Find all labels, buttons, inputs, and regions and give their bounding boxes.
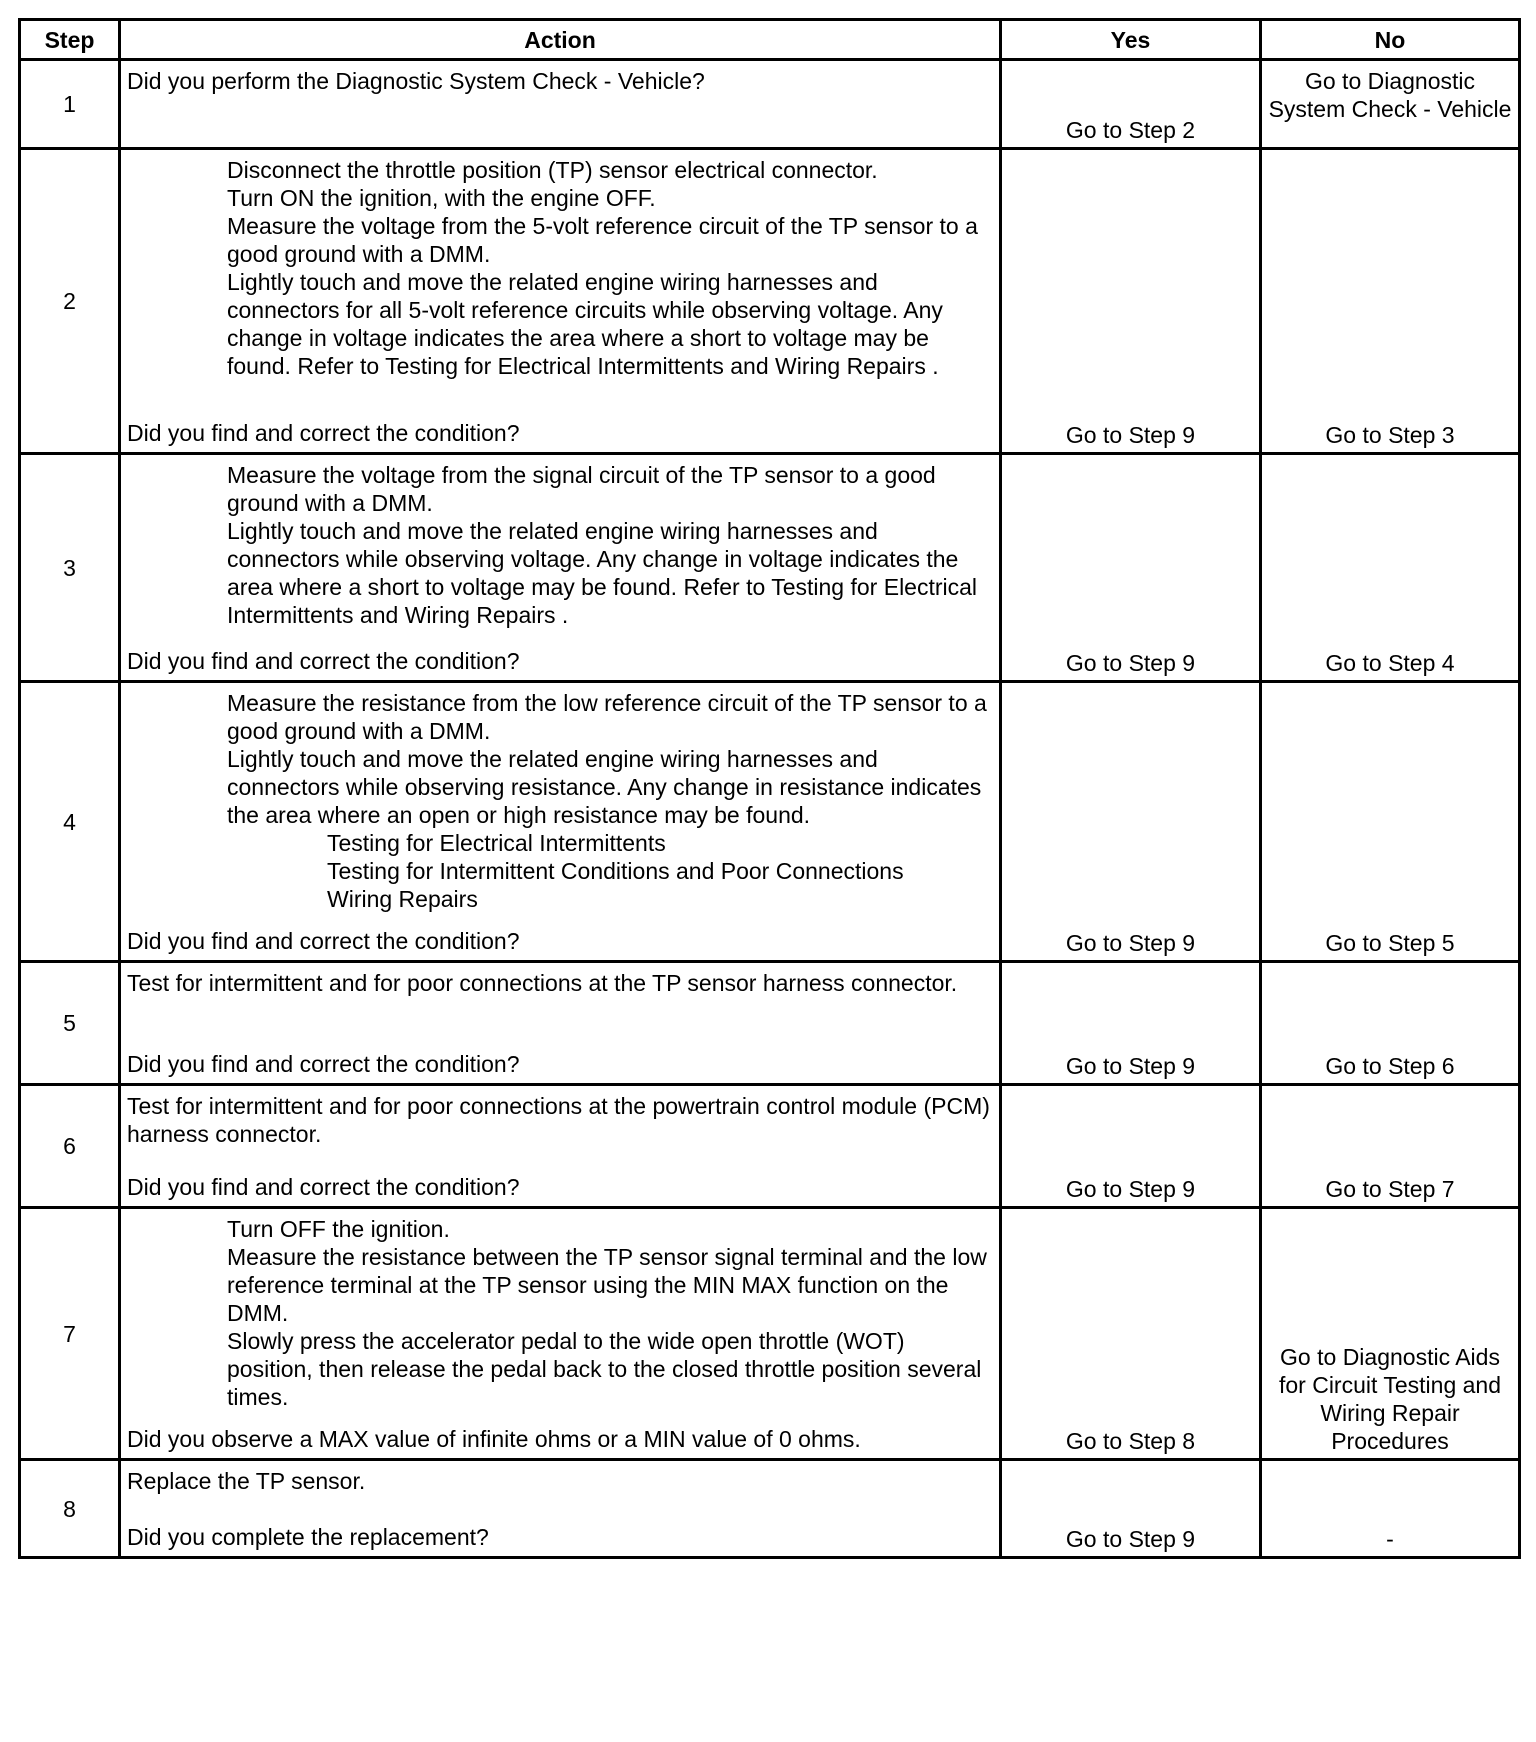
diagnostic-table — [18, 18, 1521, 1559]
instruction-line: Lightly touch and move the related engine wiring harnesses and connectors while observing resistance. Any change in resistance indicates the area where an open or high resistance may be found. — [227, 746, 982, 828]
no-cell: Go to Step 7 — [1261, 1085, 1520, 1208]
no-cell: Go to Step 3 — [1261, 149, 1520, 454]
instruction-line: Turn ON the ignition, with the engine OFF. — [227, 185, 656, 211]
no-cell: Go to Step 4 — [1261, 454, 1520, 682]
yes-cell: Go to Step 9 — [1001, 149, 1261, 454]
header-row — [20, 20, 1520, 60]
yes-cell: Go to Step 9 — [1001, 682, 1261, 962]
yes-cell: Go to Step 2 — [1001, 60, 1261, 149]
question-text: Did you find and correct the condition? — [127, 1174, 520, 1200]
header-yes: Yes — [1001, 20, 1261, 60]
instruction-list — [127, 156, 993, 380]
instruction-line: Disconnect the throttle position (TP) sensor electrical connector. — [227, 157, 878, 183]
question-text: Did you find and correct the condition? — [127, 1051, 520, 1077]
step-number: 3 — [20, 454, 120, 682]
action-cell — [120, 149, 1001, 454]
instruction-line: Test for intermittent and for poor connections at the powertrain control module (PCM) harness connector. — [127, 1093, 990, 1147]
no-cell: - — [1261, 1460, 1520, 1558]
table-row — [20, 682, 1520, 962]
table-row — [20, 149, 1520, 454]
instruction-line: Measure the resistance from the low reference circuit of the TP sensor to a good ground with a DMM. — [227, 690, 987, 744]
instruction-list — [127, 461, 993, 629]
action-cell — [120, 962, 1001, 1085]
yes-cell: Go to Step 9 — [1001, 454, 1261, 682]
no-cell: Go to Step 5 — [1261, 682, 1520, 962]
yes-cell: Go to Step 9 — [1001, 1085, 1261, 1208]
header-action: Action — [120, 20, 1001, 60]
table-row — [20, 454, 1520, 682]
table-row — [20, 1460, 1520, 1558]
header-no: No — [1261, 20, 1520, 60]
step-number: 8 — [20, 1460, 120, 1558]
instruction-line: Test for intermittent and for poor connections at the TP sensor harness connector. — [127, 970, 958, 996]
table-row — [20, 60, 1520, 149]
instruction-line: Turn OFF the ignition. — [227, 1216, 450, 1242]
step-number: 5 — [20, 962, 120, 1085]
instruction-line: Measure the resistance between the TP sensor signal terminal and the low reference terminal at the TP sensor using the MIN MAX function on the DMM. — [227, 1244, 987, 1326]
question-text: Did you find and correct the condition? — [127, 420, 520, 446]
yes-cell: Go to Step 8 — [1001, 1208, 1261, 1460]
table-row — [20, 1208, 1520, 1460]
table-row — [20, 962, 1520, 1085]
instruction-line: Slowly press the accelerator pedal to the wide open throttle (WOT) position, then release the pedal back to the closed throttle position several times. — [227, 1328, 982, 1410]
instruction-line: Measure the voltage from the 5-volt reference circuit of the TP sensor to a good ground with a DMM. — [227, 213, 978, 267]
reference-link: Wiring Repairs — [327, 886, 478, 912]
header-step: Step — [20, 20, 120, 60]
step-number: 1 — [20, 60, 120, 149]
instruction-line: Measure the voltage from the signal circuit of the TP sensor to a good ground with a DMM. — [227, 462, 936, 516]
action-cell — [120, 60, 1001, 149]
no-cell: Go to Diagnostic System Check - Vehicle — [1261, 60, 1520, 149]
instruction-line: Lightly touch and move the related engine wiring harnesses and connectors while observing voltage. Any change in voltage indicates the area where a short to voltage may be found. Refer to Testing for Electrical Intermittents and Wiring Repairs . — [227, 518, 978, 628]
action-cell — [120, 1085, 1001, 1208]
action-cell — [120, 1208, 1001, 1460]
step-number: 7 — [20, 1208, 120, 1460]
action-cell — [120, 454, 1001, 682]
yes-cell: Go to Step 9 — [1001, 962, 1261, 1085]
question-text: Did you find and correct the condition? — [127, 648, 520, 674]
action-cell — [120, 1460, 1001, 1558]
instruction-list — [127, 1215, 993, 1411]
reference-link: Testing for Intermittent Conditions and Poor Connections — [327, 858, 904, 884]
step-number: 2 — [20, 149, 120, 454]
question-text: Did you complete the replacement? — [127, 1524, 489, 1550]
instruction-line: Replace the TP sensor. — [127, 1468, 366, 1494]
no-cell: Go to Step 6 — [1261, 962, 1520, 1085]
question-text: Did you find and correct the condition? — [127, 928, 520, 954]
instruction-list — [127, 689, 993, 913]
step-number: 4 — [20, 682, 120, 962]
reference-link: Testing for Electrical Intermittents — [327, 830, 666, 856]
yes-cell: Go to Step 9 — [1001, 1460, 1261, 1558]
instruction-line: Lightly touch and move the related engine wiring harnesses and connectors for all 5-volt reference circuits while observing voltage. Any change in voltage indicates the area where a short to voltage may be found. Refer to Testing for Electrical Intermittents and Wiring Repairs . — [227, 269, 943, 379]
step-number: 6 — [20, 1085, 120, 1208]
table-row — [20, 1085, 1520, 1208]
action-cell — [120, 682, 1001, 962]
question-text: Did you perform the Diagnostic System Check - Vehicle? — [127, 68, 705, 94]
no-cell: Go to Diagnostic Aids for Circuit Testing and Wiring Repair Procedures — [1261, 1208, 1520, 1460]
question-text: Did you observe a MAX value of infinite ohms or a MIN value of 0 ohms. — [127, 1426, 861, 1452]
